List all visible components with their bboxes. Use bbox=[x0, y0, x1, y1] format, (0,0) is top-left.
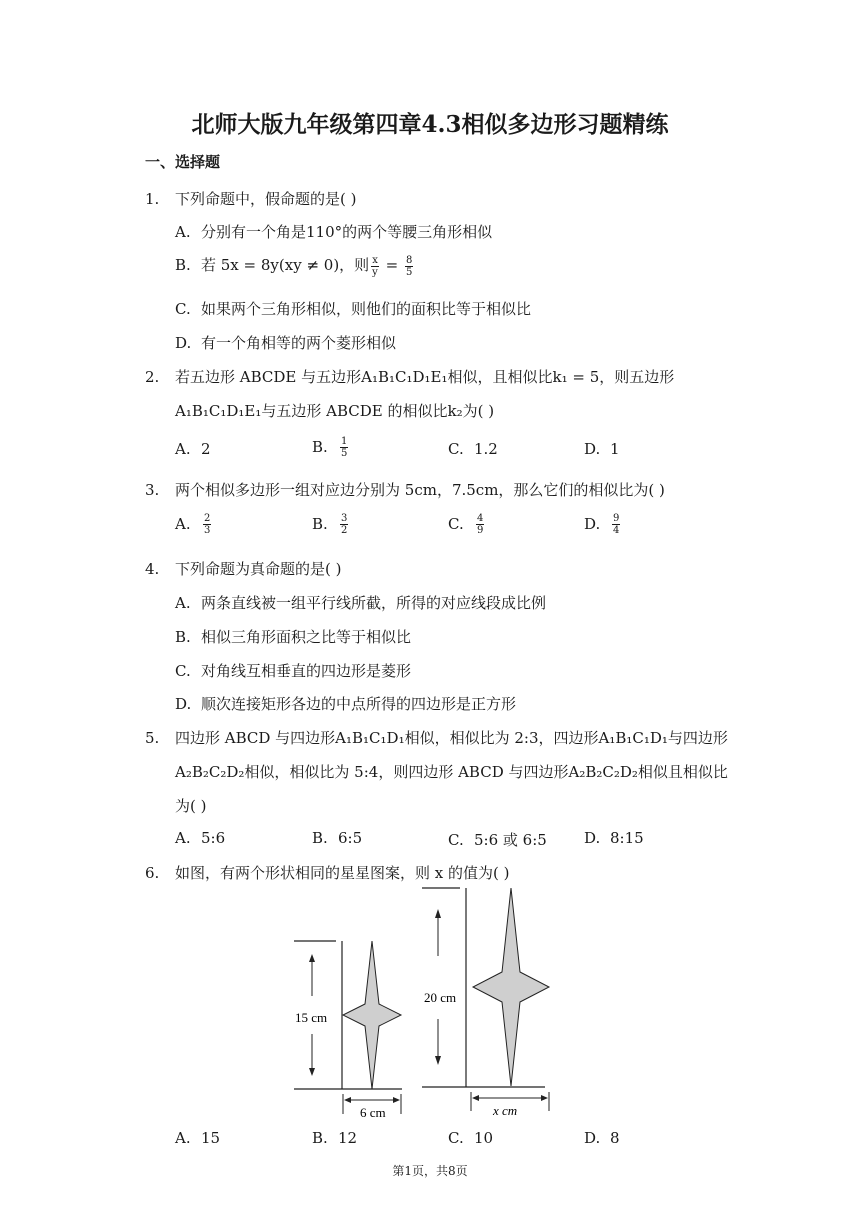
option-label: A. bbox=[175, 829, 191, 847]
question-stem: 四边形 ABCD 与四边形A₁B₁C₁D₁相似，相似比为 2:3，四边形A₁B₁C₁D₁与四边形 bbox=[175, 729, 728, 747]
right-height-label: 20 cm bbox=[424, 990, 457, 1005]
option-4a bbox=[175, 592, 546, 613]
fraction bbox=[476, 513, 484, 536]
arrow-head-icon bbox=[309, 1068, 315, 1076]
option-label: B. bbox=[312, 437, 328, 456]
fraction bbox=[612, 513, 620, 536]
option-text: 顺次连接矩形各边的中点所得的四边形是正方形 bbox=[201, 695, 517, 713]
option-5b bbox=[312, 829, 362, 847]
question-stem: 下列命题为真命题的是( ) bbox=[175, 560, 342, 578]
option-label: C. bbox=[448, 514, 464, 533]
denominator: 3 bbox=[204, 525, 211, 536]
option-5c bbox=[448, 829, 547, 850]
option-1b bbox=[175, 254, 415, 278]
question-2 bbox=[145, 366, 674, 387]
option-6a bbox=[175, 1129, 220, 1147]
option-3b bbox=[312, 513, 350, 536]
option-4b bbox=[175, 626, 411, 647]
right-width-label: x cm bbox=[493, 1103, 518, 1118]
option-label: B. bbox=[312, 829, 328, 847]
page-footer: 第1页，共8页 bbox=[392, 1164, 468, 1178]
option-text: 若 5x = 8y(xy ≠ 0)，则 bbox=[201, 256, 370, 274]
option-text: 分别有一个角是110°的两个等腰三角形相似 bbox=[201, 223, 493, 241]
stars-figure bbox=[290, 884, 560, 1124]
arrow-head-icon bbox=[541, 1095, 548, 1101]
question-stem-continued: A₂B₂C₂D₂相似，相似比为 5:4，则四边形 ABCD 与四边形A₂B₂C₂D₂相似且相似比 bbox=[175, 763, 728, 781]
question-3 bbox=[145, 479, 665, 500]
option-4d bbox=[175, 693, 516, 714]
fraction bbox=[371, 255, 379, 278]
option-text: 5:6 或 6:5 bbox=[474, 831, 547, 849]
denominator: 2 bbox=[341, 525, 348, 536]
option-text: = bbox=[380, 256, 403, 274]
option-text: 两条直线被一组平行线所截，所得的对应线段成比例 bbox=[201, 594, 547, 612]
document-title: 北师大版九年级第四章4.3相似多边形习题精练 bbox=[191, 111, 669, 138]
option-text: 有一个角相等的两个菱形相似 bbox=[201, 334, 397, 352]
option-label: A. bbox=[175, 1129, 191, 1147]
option-1a bbox=[175, 221, 492, 242]
question-stem: 下列命题中，假命题的是( ) bbox=[175, 190, 357, 208]
option-label: D. bbox=[175, 334, 192, 352]
option-label: B. bbox=[175, 628, 191, 646]
question-stem: 若五边形 ABCDE 与五边形A₁B₁C₁D₁E₁相似，且相似比k₁ = 5，则五边形 bbox=[175, 368, 675, 386]
question-number: 4. bbox=[145, 560, 160, 578]
option-label: B. bbox=[312, 514, 328, 533]
option-label: C. bbox=[175, 662, 191, 680]
option-1d bbox=[175, 332, 396, 353]
option-text: 8:15 bbox=[610, 829, 644, 847]
option-6d bbox=[584, 1129, 620, 1147]
option-label: C. bbox=[448, 1129, 464, 1147]
option-text: 1 bbox=[610, 440, 620, 458]
question-number: 3. bbox=[145, 481, 160, 499]
fraction bbox=[340, 436, 348, 459]
option-label: D. bbox=[584, 829, 601, 847]
option-label: C. bbox=[175, 300, 191, 318]
question-stem-continued: 为( ) bbox=[175, 797, 207, 815]
option-text: 对角线互相垂直的四边形是菱形 bbox=[201, 662, 412, 680]
left-star-shape bbox=[343, 941, 401, 1089]
denominator: 5 bbox=[341, 448, 348, 459]
option-text: 15 bbox=[201, 1129, 221, 1147]
option-3c bbox=[448, 513, 486, 536]
option-label: D. bbox=[584, 514, 601, 533]
fraction bbox=[203, 513, 211, 536]
arrow-head-icon bbox=[435, 909, 441, 918]
option-text: 2 bbox=[201, 440, 211, 458]
option-text: 相似三角形面积之比等于相似比 bbox=[201, 628, 412, 646]
arrow-head-icon bbox=[435, 1056, 441, 1065]
denominator: 5 bbox=[405, 266, 413, 278]
arrow-head-icon bbox=[393, 1097, 400, 1103]
option-5a bbox=[175, 829, 225, 847]
fraction bbox=[405, 255, 413, 278]
denominator: 4 bbox=[613, 525, 620, 536]
question-stem-continued: A₁B₁C₁D₁E₁与五边形 ABCDE 的相似比k₂为( ) bbox=[175, 402, 495, 420]
numerator: 2 bbox=[204, 513, 211, 524]
option-label: A. bbox=[175, 440, 191, 458]
numerator: 3 bbox=[341, 513, 348, 524]
numerator: 1 bbox=[341, 436, 348, 447]
question-stem: 如图，有两个形状相同的星星图案，则 x 的值为( ) bbox=[175, 864, 510, 882]
option-4c bbox=[175, 660, 411, 681]
numerator: 8 bbox=[405, 254, 413, 266]
option-6c bbox=[448, 1129, 493, 1147]
option-text: 12 bbox=[338, 1129, 358, 1147]
option-3a bbox=[175, 513, 213, 536]
denominator: 9 bbox=[477, 525, 484, 536]
option-label: D. bbox=[175, 695, 192, 713]
numerator: 9 bbox=[613, 513, 620, 524]
option-label: C. bbox=[448, 440, 464, 458]
numerator: x bbox=[372, 254, 378, 266]
option-5d bbox=[584, 829, 644, 847]
option-label: A. bbox=[175, 223, 191, 241]
question-number: 6. bbox=[145, 864, 160, 882]
option-text: 8 bbox=[610, 1129, 620, 1147]
denominator: y bbox=[372, 266, 378, 278]
option-1c bbox=[175, 298, 531, 319]
question-4 bbox=[145, 558, 341, 579]
question-stem: 两个相似多边形一组对应边分别为 5cm，7.5cm，那么它们的相似比为( ) bbox=[175, 481, 665, 499]
option-text: 5:6 bbox=[201, 829, 226, 847]
option-2d bbox=[584, 440, 620, 458]
option-6b bbox=[312, 1129, 357, 1147]
question-number: 5. bbox=[145, 729, 160, 747]
option-label: A. bbox=[175, 594, 191, 612]
option-label: D. bbox=[584, 1129, 601, 1147]
option-2b bbox=[312, 436, 350, 459]
question-1 bbox=[145, 188, 356, 209]
numerator: 4 bbox=[477, 513, 484, 524]
section-heading: 一、选择题 bbox=[145, 153, 221, 171]
option-label: C. bbox=[448, 831, 464, 849]
option-text: 1.2 bbox=[474, 440, 498, 458]
option-text: 6:5 bbox=[338, 829, 363, 847]
question-6 bbox=[145, 862, 509, 883]
right-star-shape bbox=[473, 888, 549, 1086]
question-number: 1. bbox=[145, 190, 160, 208]
fraction bbox=[340, 513, 348, 536]
left-height-label: 15 cm bbox=[295, 1010, 328, 1025]
left-width-label: 6 cm bbox=[360, 1105, 386, 1120]
option-text: 如果两个三角形相似，则他们的面积比等于相似比 bbox=[201, 300, 532, 318]
option-text: 10 bbox=[474, 1129, 494, 1147]
arrow-head-icon bbox=[472, 1095, 479, 1101]
question-number: 2. bbox=[145, 368, 160, 386]
option-3d bbox=[584, 513, 622, 536]
question-5 bbox=[145, 727, 728, 748]
option-2a bbox=[175, 440, 211, 458]
option-label: D. bbox=[584, 440, 601, 458]
option-label: B. bbox=[175, 256, 191, 274]
option-2c bbox=[448, 440, 498, 458]
arrow-head-icon bbox=[309, 954, 315, 962]
option-label: A. bbox=[175, 514, 191, 533]
option-label: B. bbox=[312, 1129, 328, 1147]
arrow-head-icon bbox=[344, 1097, 351, 1103]
